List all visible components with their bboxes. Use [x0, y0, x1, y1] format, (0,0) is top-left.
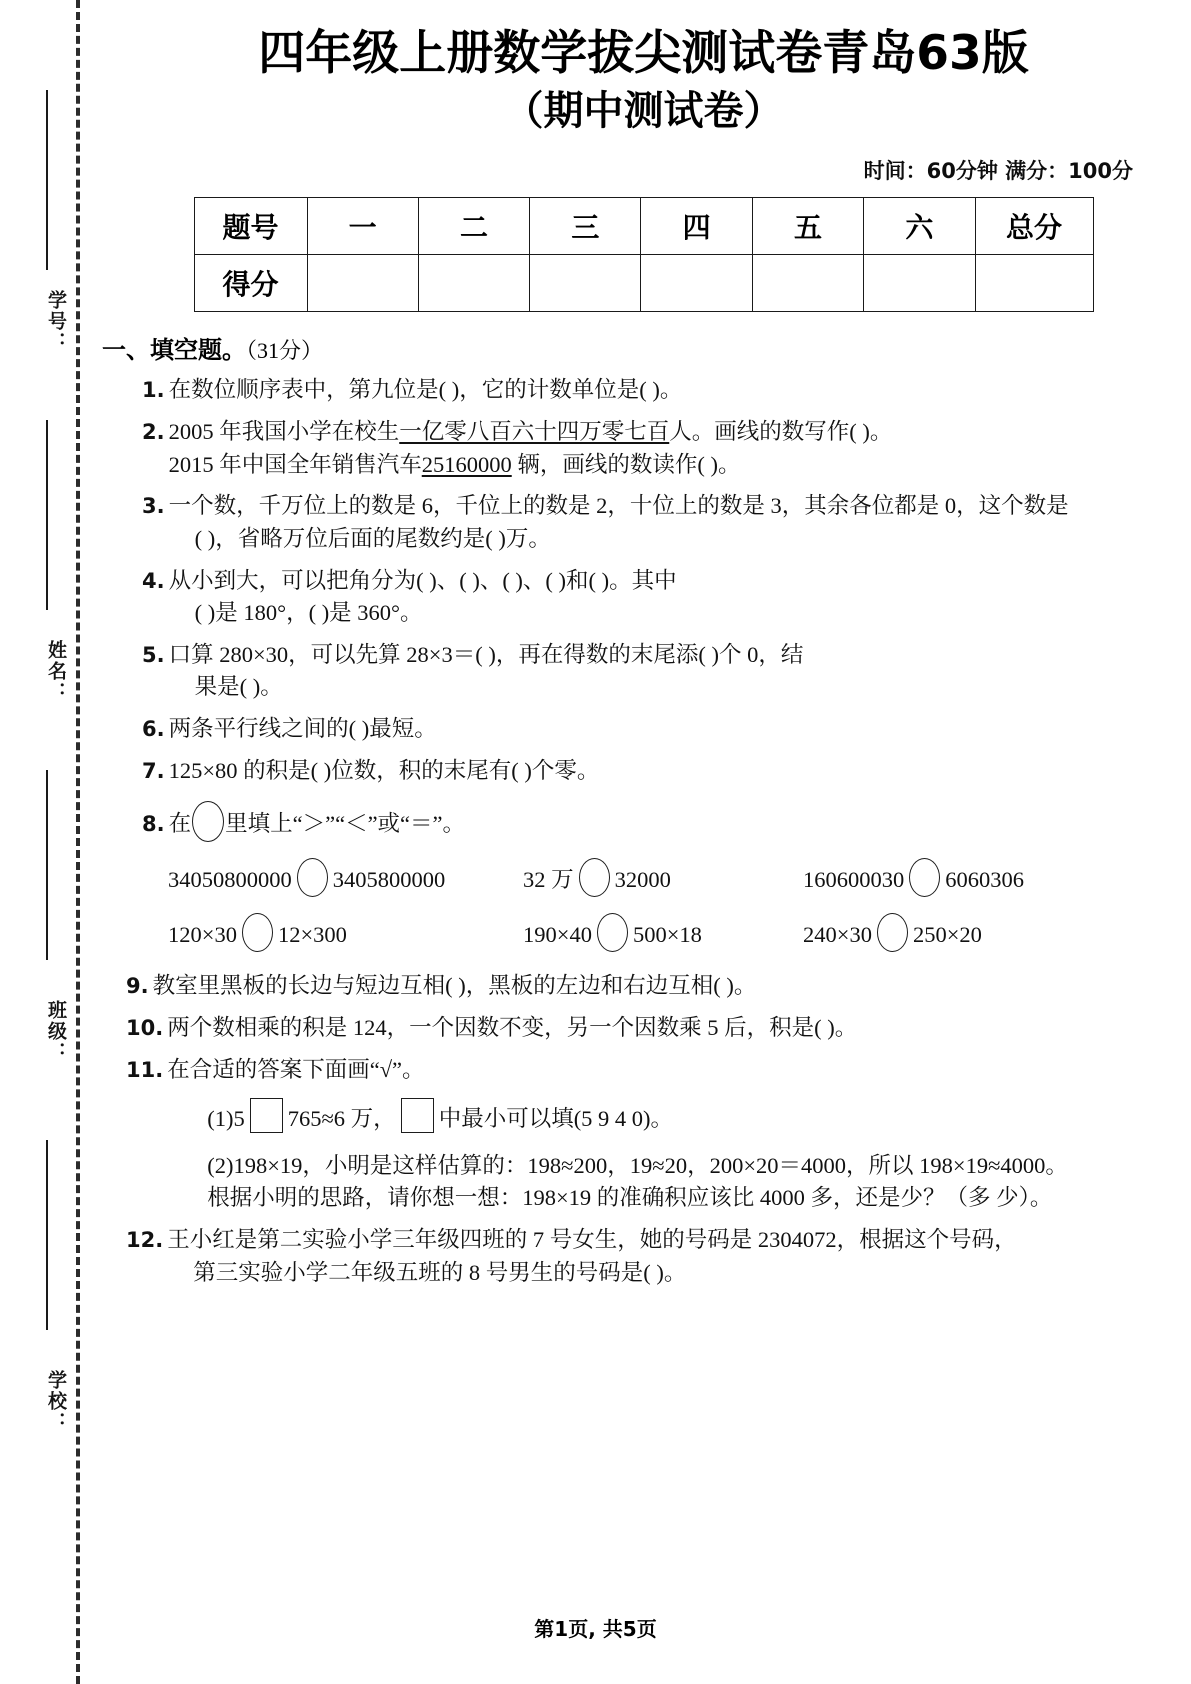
compare-left: 190×40	[523, 922, 592, 948]
table-row-header	[194, 198, 1093, 255]
question-body	[169, 565, 1191, 630]
score-row-label-question: 题号	[194, 198, 307, 255]
compare-right: 3405800000	[332, 867, 446, 893]
question-6	[96, 713, 1191, 746]
q2b-post: 辆，画线的数读作( )。	[511, 451, 741, 477]
question-line-1: 王小红是第二实验小学三年级四班的 7 号女生，她的号码是 2304072，根据这个号码，	[167, 1227, 1017, 1253]
compare-circle-icon[interactable]	[192, 801, 224, 842]
sub1-a: (1)5	[207, 1106, 245, 1132]
score-col-3: 三	[530, 198, 641, 255]
question-number: 9.	[126, 974, 149, 999]
question-10	[96, 1012, 1191, 1045]
question-7	[96, 755, 1191, 788]
compare-left: 240×30	[803, 922, 872, 948]
comparison-row-1	[96, 858, 1191, 897]
seal-rule-1	[46, 90, 48, 270]
comparison-item	[168, 858, 523, 897]
comparison-item	[523, 913, 803, 952]
question-line-2: ( )是 180°，( )是 360°。	[194, 600, 423, 626]
compare-right: 250×20	[912, 922, 982, 948]
compare-left: 34050800000	[168, 867, 292, 893]
exam-meta: 时间：60分钟 满分：100分	[863, 159, 1133, 184]
compare-right: 6060306	[945, 867, 1024, 893]
score-cell-5[interactable]	[752, 255, 863, 312]
question-body	[169, 713, 1191, 746]
q8-prompt-pre: 在	[168, 811, 192, 837]
question-body	[169, 416, 1191, 481]
compare-left: 160600030	[803, 867, 905, 893]
score-col-total: 总分	[975, 198, 1093, 255]
compare-circle-icon[interactable]	[579, 858, 610, 897]
question-line	[169, 801, 1191, 842]
question-body	[169, 374, 1191, 407]
sidebar-label-school: 学校：	[45, 1370, 67, 1433]
comparison-item	[803, 913, 982, 952]
compare-right: 32000	[614, 867, 671, 893]
compare-circle-icon[interactable]	[242, 913, 273, 952]
question-number: 2.	[142, 420, 165, 445]
question-line-1	[169, 416, 1191, 449]
page-title: 四年级上册数学拔尖测试卷青岛63版	[258, 26, 1029, 81]
score-col-2: 二	[418, 198, 529, 255]
question-body	[153, 970, 1191, 1003]
score-cell-6[interactable]	[864, 255, 975, 312]
digit-box-blank[interactable]	[401, 1098, 434, 1133]
question-number: 8.	[142, 812, 165, 837]
score-cell-2[interactable]	[418, 255, 529, 312]
comparison-row-2	[96, 913, 1191, 952]
question-line-1: 口算 280×30，可以先算 28×3＝( )，再在得数的末尾添( )个 0，结	[168, 641, 804, 667]
question-line: 两条平行线之间的( )最短。	[168, 716, 437, 742]
question-11-sub-2-line-2: 根据小明的思路，请你想一想：198×19 的准确积应该比 4000 多，还是少？（多 少）。	[207, 1185, 1053, 1211]
compare-circle-icon[interactable]	[297, 858, 328, 897]
page-subtitle: （期中测试卷）	[503, 88, 784, 135]
comparison-item	[803, 858, 1024, 897]
score-col-4: 四	[641, 198, 752, 255]
question-body	[167, 1224, 1191, 1289]
question-12	[96, 1224, 1191, 1289]
q2-post: 人。画线的数写作( )。	[669, 419, 893, 445]
question-line-1: 一个数，千万位上的数是 6，千位上的数是 2，十位上的数是 3，其余各位都是 0，这个数是	[168, 493, 1069, 519]
question-number: 4.	[142, 568, 165, 593]
binding-sidebar	[0, 0, 96, 1684]
sidebar-label-student-id: 学号：	[45, 290, 67, 353]
question-body	[169, 801, 1191, 842]
compare-right: 500×18	[632, 922, 702, 948]
compare-right: 12×300	[277, 922, 347, 948]
q8-prompt-post: 里填上“＞”“＜”或“＝”。	[225, 811, 466, 837]
score-cell-3[interactable]	[530, 255, 641, 312]
score-cell-total[interactable]	[975, 255, 1093, 312]
score-cell-1[interactable]	[307, 255, 418, 312]
question-number: 12.	[126, 1228, 164, 1253]
score-col-6: 六	[864, 198, 975, 255]
score-col-5: 五	[752, 198, 863, 255]
question-3	[96, 490, 1191, 555]
seal-rule-2	[46, 420, 48, 610]
question-line: 125×80 的积是( )位数，积的末尾有( )个零。	[168, 757, 600, 783]
question-11-sub-1	[167, 1098, 1191, 1136]
question-number: 7.	[142, 758, 165, 783]
score-cell-4[interactable]	[641, 255, 752, 312]
question-number: 11.	[126, 1057, 164, 1082]
compare-left: 32 万	[523, 867, 574, 893]
digit-box-blank[interactable]	[250, 1098, 283, 1133]
question-line-2: ( )，省略万位后面的尾数约是( )万。	[194, 525, 551, 551]
q2-underlined-number-words: 一亿零八百六十四万零七百	[399, 419, 670, 445]
question-body	[167, 1012, 1191, 1045]
question-line: 教室里黑板的长边与短边互相( )，黑板的左边和右边互相( )。	[152, 973, 757, 999]
question-4	[96, 565, 1191, 630]
sidebar-label-class: 班级：	[45, 1000, 67, 1063]
question-body	[169, 639, 1191, 704]
score-table	[194, 197, 1094, 312]
question-2	[96, 416, 1191, 481]
question-number: 3.	[142, 494, 165, 519]
sidebar-label-name: 姓名：	[45, 640, 67, 703]
section-points: （31分）	[246, 338, 324, 364]
question-line-2: 第三实验小学二年级五班的 8 号男生的号码是( )。	[193, 1259, 687, 1285]
table-row-scores	[194, 255, 1093, 312]
question-1	[96, 374, 1191, 407]
title-block	[96, 0, 1191, 141]
question-line-2	[169, 449, 1191, 482]
seal-rule-4	[46, 1140, 48, 1330]
question-11	[96, 1054, 1191, 1216]
q2b-underlined-number: 25160000	[421, 451, 512, 477]
sub1-c: 中最小可以填(5 9 4 0)。	[438, 1106, 674, 1132]
comparison-item	[168, 913, 523, 952]
section-label: 一、填空题。	[102, 336, 246, 365]
question-body	[169, 755, 1191, 788]
question-line: 两个数相乘的积是 124，一个因数不变，另一个因数乘 5 后，积是( )。	[167, 1014, 858, 1040]
question-line-2: 果是( )。	[194, 674, 283, 700]
question-number: 10.	[126, 1015, 164, 1040]
question-9	[96, 970, 1191, 1003]
q2-pre: 2005 年我国小学在校生	[168, 419, 400, 445]
compare-circle-icon[interactable]	[909, 858, 940, 897]
question-body	[169, 490, 1191, 555]
question-line: 在数位顺序表中，第九位是( )，它的计数单位是( )。	[168, 377, 683, 403]
question-5	[96, 639, 1191, 704]
question-line-1: 从小到大，可以把角分为( )、( )、( )、( )和( )。其中	[168, 567, 677, 593]
question-8	[96, 801, 1191, 842]
question-number: 6.	[142, 717, 165, 742]
question-body	[167, 1054, 1191, 1216]
seal-rule-3	[46, 770, 48, 960]
score-col-1: 一	[307, 198, 418, 255]
question-number: 5.	[142, 642, 165, 667]
compare-left: 120×30	[168, 922, 237, 948]
exam-page	[96, 0, 1191, 1684]
sub1-b: 765≈6 万，	[287, 1106, 396, 1132]
section-heading-fill-in-blank	[102, 330, 1191, 365]
compare-circle-icon[interactable]	[597, 913, 628, 952]
fold-dashed-line	[76, 0, 80, 1684]
compare-circle-icon[interactable]	[877, 913, 908, 952]
question-prompt: 在合适的答案下面画“√”。	[167, 1056, 425, 1082]
question-number: 1.	[142, 378, 165, 403]
q2b-pre: 2015 年中国全年销售汽车	[168, 451, 422, 477]
question-11-sub-2-line-1: (2)198×19，小明是这样估算的：198≈200，19≈20，200×20＝4000，所以 198×19≈4000。	[207, 1152, 1068, 1178]
page-footer: 第1页, 共5页	[534, 1617, 657, 1641]
comparison-item	[523, 858, 803, 897]
score-row-label-score: 得分	[194, 255, 307, 312]
